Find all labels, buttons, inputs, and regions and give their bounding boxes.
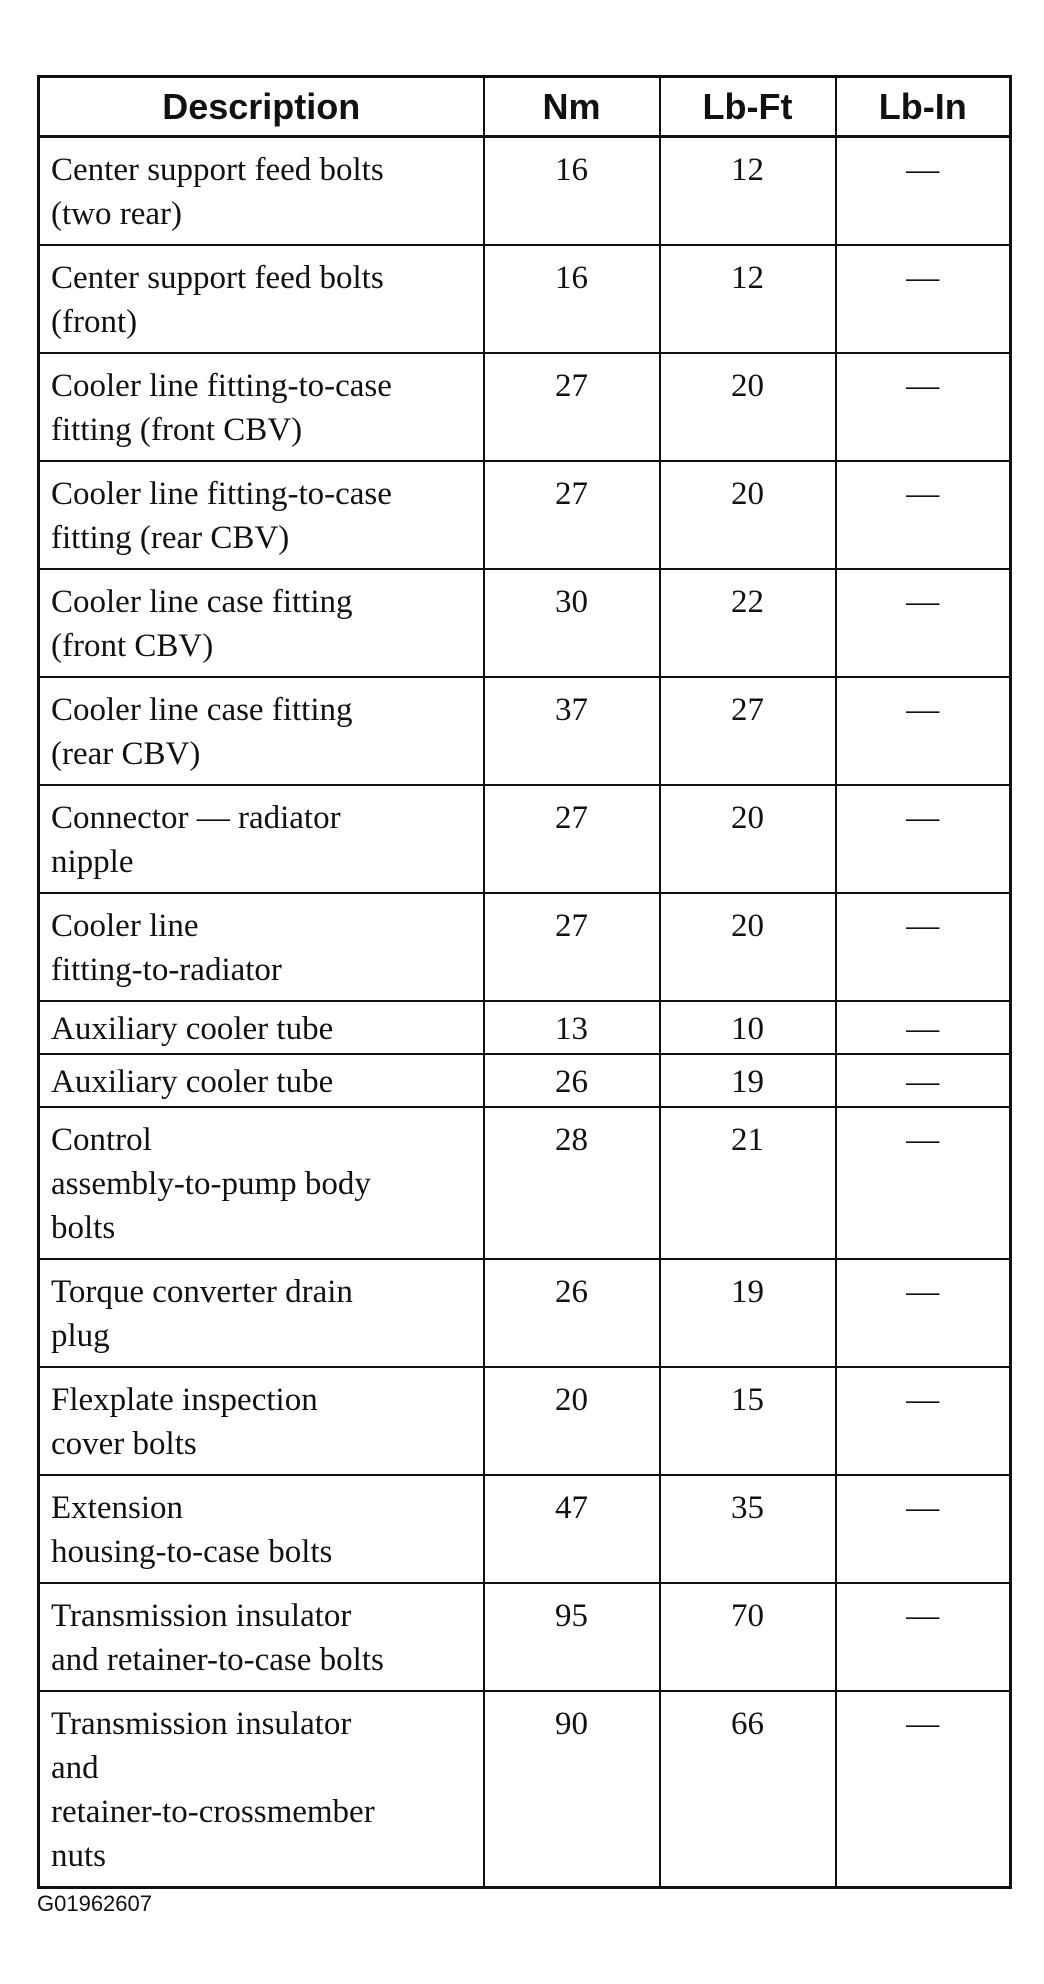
description-line: Transmission insulator (51, 1706, 352, 1742)
description-line: housing-to-case bolts (51, 1534, 333, 1570)
description-line: Center support feed bolts (51, 152, 384, 188)
cell-lb-in: — (836, 461, 1011, 569)
description-line: assembly-to-pump body (51, 1166, 371, 1202)
description-line: nuts (51, 1838, 107, 1874)
cell-lb-in: — (836, 1259, 1011, 1367)
cell-lb-in: — (836, 1367, 1011, 1475)
cell-lb-ft: 22 (660, 569, 836, 677)
cell-description (39, 1259, 484, 1367)
table-row (39, 461, 1011, 569)
table-row (39, 893, 1011, 1001)
cell-lb-in: — (836, 245, 1011, 353)
header-description: Description (39, 77, 484, 137)
table-row (39, 1475, 1011, 1583)
cell-lb-in: — (836, 785, 1011, 893)
description-line: (front) (51, 304, 138, 340)
cell-lb-in: — (836, 1001, 1011, 1054)
cell-lb-ft: 15 (660, 1367, 836, 1475)
description-line: Control (51, 1122, 152, 1158)
cell-nm: 16 (484, 245, 660, 353)
cell-lb-in: — (836, 569, 1011, 677)
figure-id: G01962607 (37, 1891, 152, 1916)
table-row (39, 245, 1011, 353)
cell-lb-ft: 21 (660, 1107, 836, 1259)
cell-description (39, 1475, 484, 1583)
cell-nm: 28 (484, 1107, 660, 1259)
cell-lb-ft: 35 (660, 1475, 836, 1583)
cell-nm: 90 (484, 1691, 660, 1888)
cell-lb-ft: 12 (660, 137, 836, 246)
cell-lb-in: — (836, 1691, 1011, 1888)
cell-description (39, 461, 484, 569)
table-row (39, 677, 1011, 785)
cell-lb-in: — (836, 677, 1011, 785)
cell-description (39, 1001, 484, 1054)
cell-lb-ft: 27 (660, 677, 836, 785)
description-line: bolts (51, 1210, 116, 1246)
description-line: and retainer-to-case bolts (51, 1642, 384, 1678)
header-lb-in: Lb-In (836, 77, 1011, 137)
table-row (39, 1107, 1011, 1259)
cell-description (39, 137, 484, 246)
cell-description (39, 569, 484, 677)
description-line: Torque converter drain (51, 1274, 353, 1310)
cell-lb-ft: 20 (660, 893, 836, 1001)
cell-lb-ft: 20 (660, 461, 836, 569)
table-row (39, 1367, 1011, 1475)
description-line: Transmission insulator (51, 1598, 352, 1634)
description-line: nipple (51, 844, 134, 880)
cell-lb-in: — (836, 137, 1011, 246)
description-line: Cooler line (51, 908, 199, 944)
description-line: (two rear) (51, 196, 183, 232)
cell-description (39, 245, 484, 353)
description-line: (front CBV) (51, 628, 214, 664)
cell-nm: 26 (484, 1054, 660, 1107)
cell-nm: 27 (484, 785, 660, 893)
description-line: Center support feed bolts (51, 260, 384, 296)
table-row (39, 569, 1011, 677)
cell-lb-ft: 20 (660, 785, 836, 893)
header-nm: Nm (484, 77, 660, 137)
cell-lb-ft: 10 (660, 1001, 836, 1054)
table-header-row (39, 77, 1011, 137)
cell-lb-ft: 12 (660, 245, 836, 353)
description-line: Cooler line fitting-to-case (51, 476, 392, 512)
cell-nm: 20 (484, 1367, 660, 1475)
cell-lb-ft: 70 (660, 1583, 836, 1691)
cell-lb-in: — (836, 1475, 1011, 1583)
cell-nm: 30 (484, 569, 660, 677)
description-line: Cooler line case fitting (51, 692, 353, 728)
cell-nm: 95 (484, 1583, 660, 1691)
table-row (39, 1054, 1011, 1107)
table-body (39, 137, 1011, 1888)
cell-lb-in: — (836, 1107, 1011, 1259)
description-line: (rear CBV) (51, 736, 201, 772)
header-lb-ft: Lb-Ft (660, 77, 836, 137)
cell-lb-in: — (836, 893, 1011, 1001)
description-line: plug (51, 1318, 110, 1354)
cell-nm: 16 (484, 137, 660, 246)
description-line: Extension (51, 1490, 183, 1526)
cell-description (39, 893, 484, 1001)
cell-description (39, 1107, 484, 1259)
cell-nm: 37 (484, 677, 660, 785)
cell-lb-ft: 20 (660, 353, 836, 461)
description-line: retainer-to-crossmember (51, 1794, 375, 1830)
cell-description (39, 785, 484, 893)
torque-specifications-table (37, 75, 1012, 1889)
cell-nm: 26 (484, 1259, 660, 1367)
description-line: cover bolts (51, 1426, 197, 1462)
cell-nm: 27 (484, 461, 660, 569)
cell-nm: 27 (484, 353, 660, 461)
description-line: Auxiliary cooler tube (51, 1064, 334, 1100)
cell-description (39, 1583, 484, 1691)
description-line: Auxiliary cooler tube (51, 1011, 334, 1047)
table-row (39, 353, 1011, 461)
cell-lb-in: — (836, 353, 1011, 461)
table-row (39, 137, 1011, 246)
table-row (39, 1691, 1011, 1888)
table-row (39, 1583, 1011, 1691)
description-line: fitting (front CBV) (51, 412, 303, 448)
cell-lb-ft: 66 (660, 1691, 836, 1888)
cell-lb-in: — (836, 1583, 1011, 1691)
cell-lb-ft: 19 (660, 1054, 836, 1107)
cell-nm: 47 (484, 1475, 660, 1583)
cell-description (39, 677, 484, 785)
cell-description (39, 353, 484, 461)
table-row (39, 785, 1011, 893)
cell-description (39, 1054, 484, 1107)
cell-description (39, 1691, 484, 1888)
cell-description (39, 1367, 484, 1475)
cell-lb-in: — (836, 1054, 1011, 1107)
description-line: Cooler line case fitting (51, 584, 353, 620)
description-line: Flexplate inspection (51, 1382, 318, 1418)
description-line: fitting-to-radiator (51, 952, 282, 988)
description-line: and (51, 1750, 99, 1786)
description-line: Connector — radiator (51, 800, 341, 836)
table-row (39, 1001, 1011, 1054)
description-line: Cooler line fitting-to-case (51, 368, 392, 404)
cell-nm: 13 (484, 1001, 660, 1054)
cell-nm: 27 (484, 893, 660, 1001)
table-row (39, 1259, 1011, 1367)
description-line: fitting (rear CBV) (51, 520, 290, 556)
cell-lb-ft: 19 (660, 1259, 836, 1367)
